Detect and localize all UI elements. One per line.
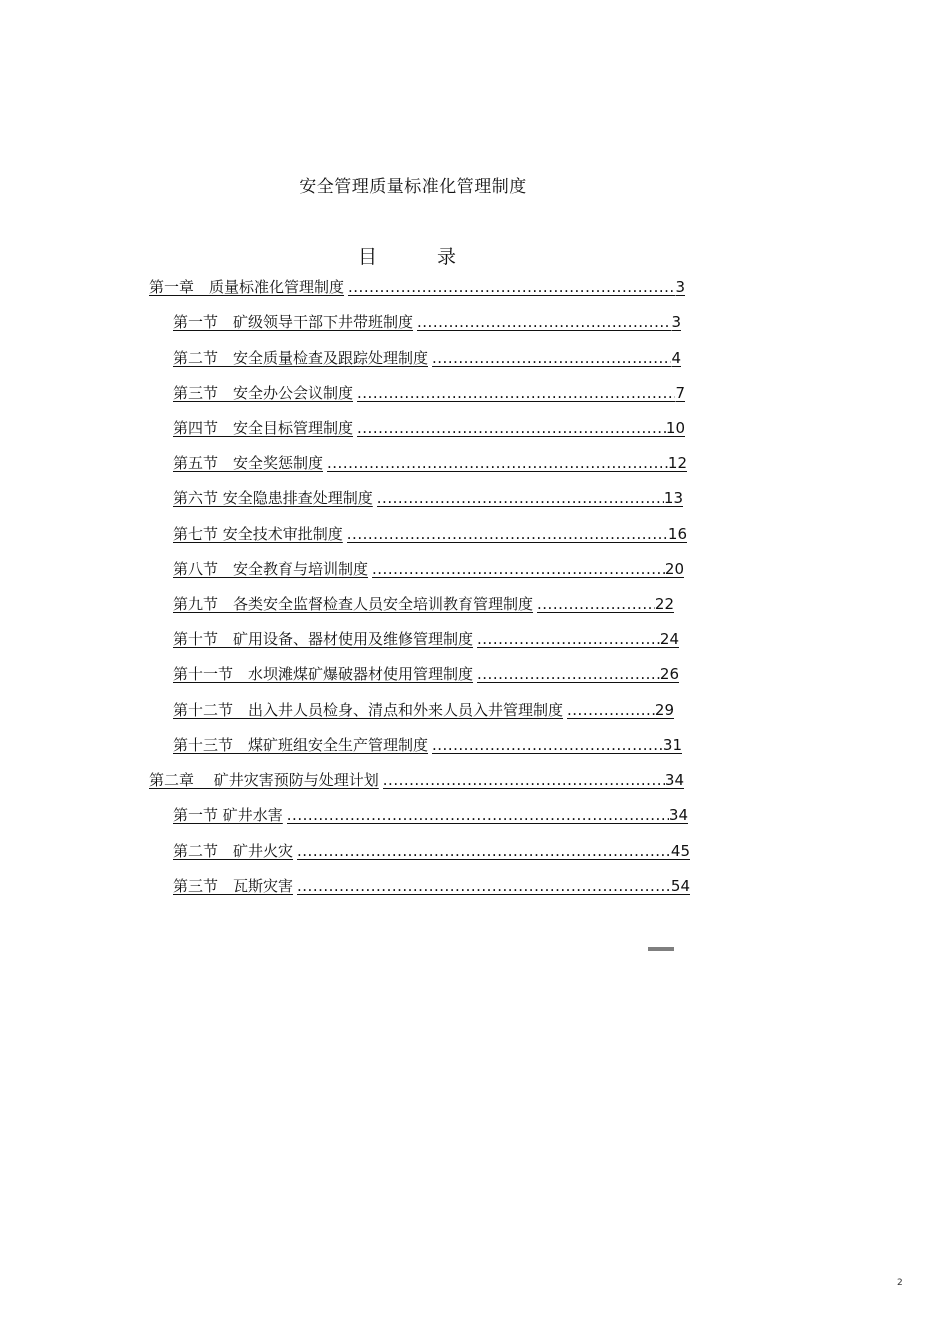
toc-leader-dots	[357, 382, 675, 404]
toc-entry-label: 第九节 各类安全监督检查人员安全培训教育管理制度	[173, 595, 534, 613]
toc-entry-page: 22	[654, 595, 674, 613]
toc-entry-label: 第一章 质量标准化管理制度	[149, 278, 345, 296]
toc-entry-label: 第六节 安全隐患排查处理制度	[173, 489, 373, 507]
document-title: 安全管理质量标准化管理制度	[299, 177, 527, 197]
toc-entry-section[interactable]	[173, 593, 674, 615]
toc-leader-dots	[287, 804, 669, 826]
toc-entry-label: 第三节 瓦斯灾害	[173, 877, 294, 895]
toc-entry-section[interactable]	[173, 487, 683, 509]
toc-entry-label: 第十节 矿用设备、器材使用及维修管理制度	[173, 630, 474, 648]
toc-leader-dots	[357, 417, 666, 439]
toc-heading	[358, 242, 456, 269]
toc-entry-label: 第四节 安全目标管理制度	[173, 419, 354, 437]
toc-entry-page: 24	[659, 630, 679, 648]
toc-entry-label: 第一节 矿井水害	[173, 806, 283, 824]
toc-entry-label: 第三节 安全办公会议制度	[173, 384, 354, 402]
decorative-dash	[648, 947, 674, 951]
toc-leader-dots	[297, 840, 671, 862]
toc-entry-section[interactable]	[173, 840, 690, 862]
toc-entry-page: 20	[664, 560, 684, 578]
toc-entry-page: 45	[670, 842, 690, 860]
toc-entry-label: 第十二节 出入井人员检身、清点和外来人员入井管理制度	[173, 701, 564, 719]
page-number: 2	[897, 1278, 903, 1288]
toc-entry-section[interactable]	[173, 734, 682, 756]
toc-entry-page: 10	[665, 419, 685, 437]
toc-entry-page: 26	[659, 665, 679, 683]
toc-entry-label: 第二章 矿井灾害预防与处理计划	[149, 771, 379, 789]
toc-entry-section[interactable]	[173, 417, 685, 439]
toc-leader-dots	[432, 347, 671, 369]
toc-leader-dots	[432, 734, 663, 756]
toc-entry-chapter-1[interactable]	[149, 276, 685, 298]
toc-heading-char-1: 目	[358, 246, 378, 268]
toc-entry-page: 3	[675, 278, 685, 296]
toc-entry-page: 4	[671, 349, 681, 367]
toc-entry-page: 12	[667, 454, 687, 472]
toc-leader-dots	[477, 628, 660, 650]
toc-entry-page: 31	[662, 736, 682, 754]
toc-entry-section[interactable]	[173, 628, 679, 650]
toc-leader-dots	[372, 558, 665, 580]
toc-leader-dots	[417, 311, 671, 333]
toc-entry-label: 第二节 矿井火灾	[173, 842, 294, 860]
toc-entry-label: 第二节 安全质量检查及跟踪处理制度	[173, 349, 429, 367]
toc-leader-dots	[348, 276, 675, 298]
toc-entry-label: 第八节 安全教育与培训制度	[173, 560, 369, 578]
toc-entry-label: 第五节 安全奖惩制度	[173, 454, 324, 472]
toc-leader-dots	[377, 487, 664, 509]
toc-entry-section[interactable]	[173, 311, 681, 333]
toc-entry-chapter-2[interactable]	[149, 769, 684, 791]
toc-entry-page: 34	[668, 806, 688, 824]
toc-entry-label: 第十三节 煤矿班组安全生产管理制度	[173, 736, 429, 754]
toc-leader-dots	[347, 523, 668, 545]
toc-entry-label: 第十一节 水坝滩煤矿爆破器材使用管理制度	[173, 665, 474, 683]
toc-entry-section[interactable]	[173, 347, 681, 369]
toc-leader-dots	[567, 699, 655, 721]
toc-entry-page: 7	[675, 384, 685, 402]
toc-entry-page: 54	[670, 877, 690, 895]
toc-entry-section[interactable]	[173, 523, 687, 545]
toc-entry-section[interactable]	[173, 663, 679, 685]
toc-entry-section[interactable]	[173, 804, 688, 826]
toc-entry-page: 34	[664, 771, 684, 789]
toc-leader-dots	[383, 769, 665, 791]
toc-entry-section[interactable]	[173, 452, 687, 474]
toc-entry-label: 第一节 矿级领导干部下井带班制度	[173, 313, 414, 331]
toc-entry-page: 16	[667, 525, 687, 543]
toc-entry-section[interactable]	[173, 558, 684, 580]
toc-heading-char-2: 录	[437, 246, 457, 268]
toc-entry-page: 13	[663, 489, 683, 507]
toc-entry-section[interactable]	[173, 382, 685, 404]
toc-leader-dots	[477, 663, 660, 685]
toc-entry-section[interactable]	[173, 875, 690, 897]
toc-entry-page: 3	[671, 313, 681, 331]
toc-entry-page: 29	[654, 701, 674, 719]
toc-leader-dots	[327, 452, 668, 474]
toc-entry-label: 第七节 安全技术审批制度	[173, 525, 343, 543]
toc-leader-dots	[537, 593, 655, 615]
toc-entry-section[interactable]	[173, 699, 674, 721]
toc-leader-dots	[297, 875, 671, 897]
